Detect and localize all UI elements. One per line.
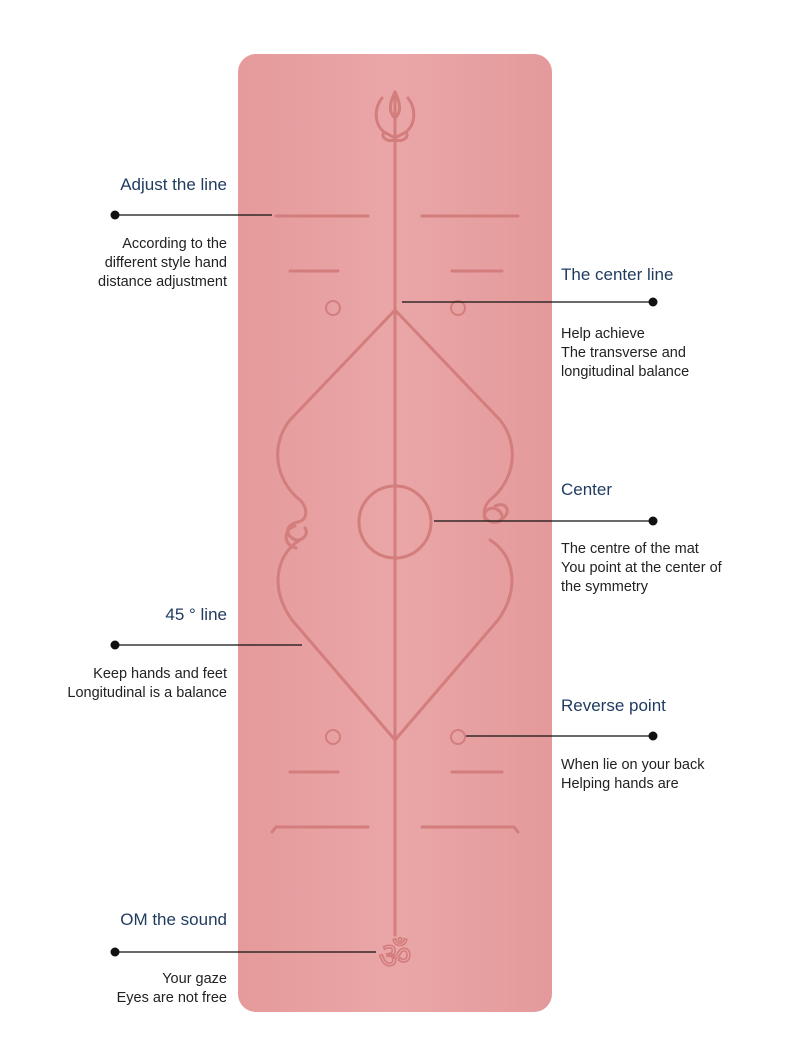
reverse-point-desc-1: When lie on your back <box>561 757 705 773</box>
callout-dot-center <box>649 517 658 526</box>
adjust-line-desc-1: According to the <box>122 236 227 252</box>
callout-dot-45 <box>111 641 120 650</box>
reverse-point-desc <box>561 756 704 794</box>
adjust-line-desc-3: distance adjustment <box>98 274 227 290</box>
adjust-line-desc-2: different style hand <box>104 255 227 271</box>
callout-dot-adjust <box>111 211 120 220</box>
om-symbol-icon: ॐ <box>378 936 412 977</box>
center-line-desc <box>561 325 689 382</box>
om-sound-desc-2: Eyes are not free <box>116 990 227 1006</box>
om-sound-desc <box>117 970 227 1008</box>
center-line-title: The center line <box>561 265 674 284</box>
om-sound-title: OM the sound <box>120 910 227 929</box>
center-line-desc-2: The transverse and <box>561 345 686 361</box>
line-45-title: 45 ° line <box>165 605 227 624</box>
reverse-point-desc-2: Helping hands are <box>561 776 679 792</box>
adjust-line-title: Adjust the line <box>120 175 227 194</box>
center-line-desc-1: Help achieve <box>561 326 645 342</box>
callout-dot-om <box>111 948 120 957</box>
center-desc-2: You point at the center of <box>561 560 722 576</box>
callout-dot-reverse <box>649 732 658 741</box>
center-line-desc-3: longitudinal balance <box>561 364 690 380</box>
om-sound-desc-1: Your gaze <box>162 971 227 987</box>
line-45-desc-2: Longitudinal is a balance <box>67 685 227 701</box>
line-45-desc-1: Keep hands and feet <box>93 666 227 682</box>
line-45-desc <box>67 665 227 703</box>
center-desc <box>561 540 722 597</box>
center-title: Center <box>561 480 613 499</box>
reverse-point-title: Reverse point <box>561 696 666 715</box>
callout-dot-center-line <box>649 298 658 307</box>
center-desc-1: The centre of the mat <box>561 541 699 557</box>
adjust-line-desc <box>98 235 227 292</box>
center-desc-3: the symmetry <box>561 579 649 595</box>
